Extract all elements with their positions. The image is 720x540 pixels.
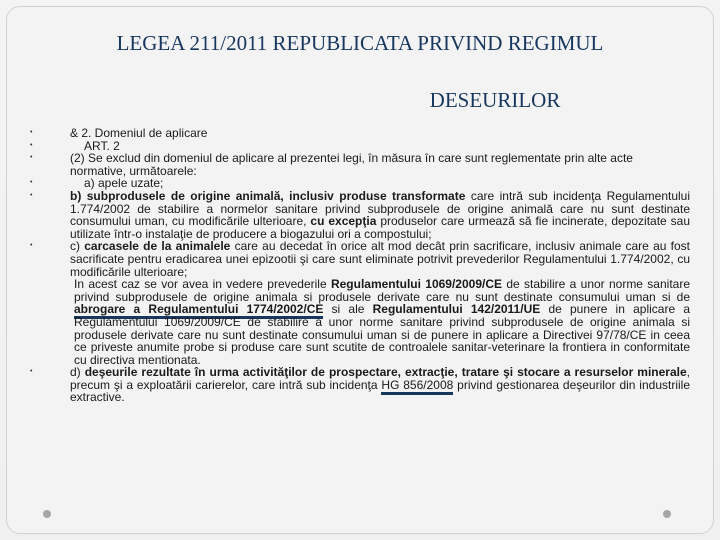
list-item <box>30 127 690 140</box>
slide-title-line-1: LEGEA 211/2011 REPUBLICATA PRIVIND REGIMUL <box>116 31 604 55</box>
paragraph-text: care intră sub incidenţa Regulamentului 1.774/2002 de stabilire a normelor sanitare privind subprodusele de origine animală care nu sunt destinate consumului uman, cu modificările ulterioare, <box>70 188 690 229</box>
corner-dot-icon <box>663 510 671 518</box>
emphasis-text: Regulamentului 1069/2009/CE <box>330 277 503 292</box>
corner-dot-icon <box>43 510 51 518</box>
bullet-icon: • <box>30 179 33 187</box>
underlined-text: HG 856/2008 <box>381 378 453 395</box>
list-item-text: a) apele uzate; <box>84 176 164 191</box>
paragraph-text: produselor care urmează să fie incinerate, depozitate sau utilizate într-o instalaţie de producere a biogazului ori a compostului; <box>70 214 690 241</box>
emphasis-text: deşeurile rezultate în urma activităţilor de prospectare, extracţie, tratare şi stocare a resurselor minerale <box>84 365 687 380</box>
paragraph-text: (2) Se exclud din domeniul de aplicare al prezentei legi, în măsura în care sunt reglementate prin alte acte normative <box>70 151 633 178</box>
paragraph-text: privind gestionarea deşeurilor din industriile extractive. <box>70 377 690 405</box>
list-item <box>30 366 690 404</box>
section-heading: & 2. Domeniul de aplicare <box>70 126 208 140</box>
list-item <box>30 152 690 177</box>
paragraph-text: si ale <box>323 302 373 317</box>
paragraph-text: In acest caz se vor avea in vedere prevederile <box>74 277 331 292</box>
paragraph-text: de stabilire a unor norme sanitare privind subprodusele de origine animala si produsele derivate care nu sunt destinate consumului uman si de <box>74 277 690 304</box>
emphasis-text: cu excepţia <box>310 214 377 229</box>
list-item <box>30 240 690 278</box>
note-paragraph <box>30 278 690 366</box>
slide-title-line-2: DESEURILOR <box>429 88 561 112</box>
bullet-icon: • <box>30 154 33 162</box>
paragraph-text: c) <box>70 239 85 254</box>
slide-body <box>30 127 690 404</box>
emphasis-text: Regulamentului 142/2011/UE <box>372 302 541 317</box>
list-item <box>30 190 690 240</box>
paragraph-text: de punere in aplicare a Regulamentului 1069/2009/CE de stabilire a unor norme sanitare privind subprodusele de origine animala si produsele derivate care nu sunt destinate consumului uman si de punere in aplicare a Directivei 97/78/CE in ceea ce priveste anumite probe si produse care sunt scutite de controalele sanitar-veterinare la frontiera in conformitate cu directiva mentionata. <box>74 302 690 367</box>
bullet-icon: • <box>30 191 33 199</box>
paragraph-text: d) <box>70 365 85 380</box>
article-heading: ART. 2 <box>84 138 120 153</box>
paragraph-text: care au decedat în orice alt mod decât prin sacrificare, inclusiv animale care au fost sacrificate pentru eradicarea unei epizootii şi care sunt eliminate potrivit prevederilor Regulamentului 1.774/2002, cu modificările ulterioare; <box>70 239 690 279</box>
paragraph-text: , precum şi a exploatării carierelor, care intră sub incidenţa <box>70 365 690 392</box>
bullet-icon: • <box>30 368 33 376</box>
emphasis-text: carcasele de la animalele <box>84 239 231 254</box>
emphasis-text: b) subprodusele de origine animală, inclusiv produse transformate <box>70 188 466 203</box>
bullet-icon: • <box>30 141 33 149</box>
paragraph-text: , următoarele: <box>122 163 197 178</box>
underlined-emphasis-text: abrogare a Regulamentului 1774/2002/CE <box>74 302 323 319</box>
bullet-icon: • <box>30 242 33 250</box>
bullet-icon: • <box>30 129 33 136</box>
